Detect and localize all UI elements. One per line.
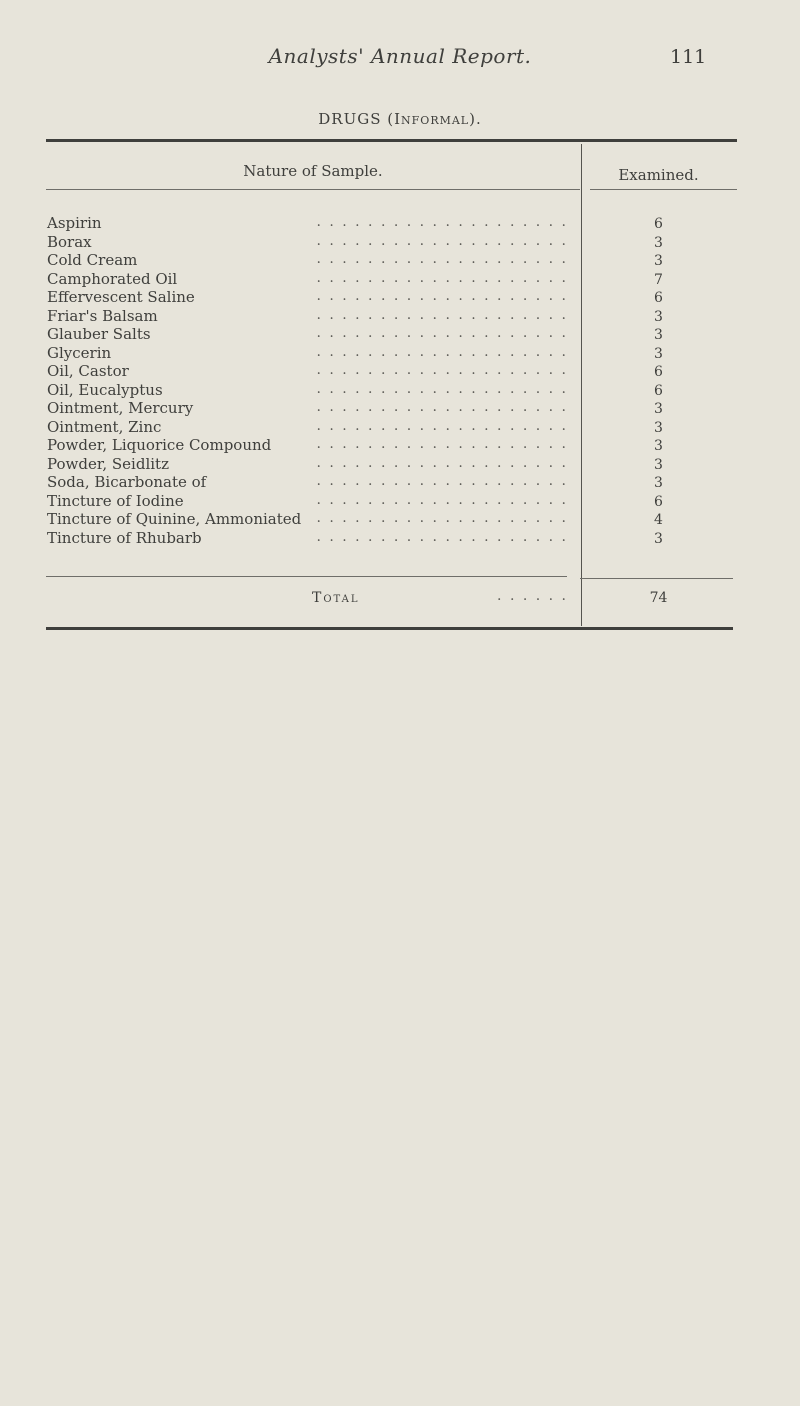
dot-leader: . . . . . . . . . . . . . . . . . . . .	[316, 491, 568, 508]
total-label: Total	[312, 590, 360, 606]
table-row	[0, 492, 800, 511]
sample-name: Oil, Eucalyptus	[47, 381, 167, 399]
table-row	[0, 362, 800, 381]
examined-count: 3	[654, 253, 663, 269]
examined-count: 6	[654, 216, 663, 232]
table-row	[0, 473, 800, 492]
sample-name: Ointment, Zinc	[47, 418, 165, 436]
table-row	[0, 344, 800, 363]
examined-count: 3	[654, 475, 663, 491]
table-row	[0, 418, 800, 437]
dot-leader: . . . . . . . . . . . . . . . . . . . .	[316, 528, 568, 545]
total-rule-right	[580, 578, 733, 579]
examined-count: 6	[654, 364, 663, 380]
table-row	[0, 233, 800, 252]
dot-leader: . . . . . . . . . . . . . . . . . . . .	[316, 343, 568, 360]
sample-name: Effervescent Saline	[47, 288, 199, 306]
dot-leader: . . . . . . . . . . . . . . . . . . . .	[316, 436, 568, 452]
examined-count: 7	[654, 271, 663, 288]
bottom-rule	[46, 627, 733, 630]
dot-leader: . . . . . . . . . . . . . . . . . . . .	[316, 362, 568, 378]
total-rule-left	[46, 576, 567, 577]
column-header-examined: Examined.	[618, 166, 699, 184]
dot-leader: . . . . . . . . . . . . . . . . . . . .	[316, 288, 568, 304]
examined-count: 3	[654, 308, 663, 325]
sample-name: Borax	[47, 233, 96, 251]
sample-name: Tincture of Quinine, Ammoniated	[47, 510, 305, 528]
table-row	[0, 325, 800, 344]
table-body	[0, 214, 800, 547]
examined-count: 3	[654, 419, 663, 436]
sample-name: Friar's Balsam	[47, 307, 162, 325]
sample-name: Aspirin	[47, 214, 106, 232]
table-row	[0, 307, 800, 326]
examined-count: 3	[654, 438, 663, 454]
table-row	[0, 436, 800, 455]
sample-name: Powder, Seidlitz	[47, 455, 173, 473]
total-leader: . . . . . .	[497, 588, 568, 604]
dot-leader: . . . . . . . . . . . . . . . . . . . .	[316, 473, 568, 489]
examined-count: 3	[654, 345, 663, 362]
dot-leader: . . . . . . . . . . . . . . . . . . . .	[316, 232, 568, 249]
dot-leader: . . . . . . . . . . . . . . . . . . . .	[316, 269, 568, 286]
sample-name: Soda, Bicarbonate of	[47, 473, 210, 491]
total-value: 74	[649, 590, 668, 606]
table-title-qualifier: (Informal).	[387, 110, 482, 128]
dot-leader: . . . . . . . . . . . . . . . . . . . .	[316, 454, 568, 471]
examined-count: 6	[654, 290, 663, 306]
header-rule-left	[46, 189, 580, 190]
running-title: Analysts' Annual Report.	[268, 44, 532, 68]
table-row	[0, 381, 800, 400]
table-row	[0, 288, 800, 307]
sample-name: Ointment, Mercury	[47, 399, 197, 417]
table-row	[0, 510, 800, 529]
table-row	[0, 270, 800, 289]
dot-leader: . . . . . . . . . . . . . . . . . . . .	[316, 510, 568, 526]
examined-count: 3	[654, 530, 663, 547]
sample-name: Glauber Salts	[47, 325, 155, 343]
dot-leader: . . . . . . . . . . . . . . . . . . . .	[316, 306, 568, 323]
dot-leader: . . . . . . . . . . . . . . . . . . . .	[316, 251, 568, 267]
table-row	[0, 214, 800, 233]
dot-leader: . . . . . . . . . . . . . . . . . . . .	[316, 417, 568, 434]
examined-count: 6	[654, 493, 663, 510]
examined-count: 3	[654, 456, 663, 473]
examined-count: 3	[654, 327, 663, 343]
examined-count: 6	[654, 382, 663, 399]
table-row	[0, 399, 800, 418]
table-row	[0, 251, 800, 270]
sample-name: Tincture of Iodine	[47, 492, 188, 510]
table-row	[0, 455, 800, 474]
examined-count: 3	[654, 401, 663, 417]
sample-name: Cold Cream	[47, 251, 141, 269]
sample-name: Glycerin	[47, 344, 115, 362]
column-header-nature: Nature of Sample.	[243, 162, 383, 180]
examined-count: 3	[654, 234, 663, 251]
dot-leader: . . . . . . . . . . . . . . . . . . . .	[316, 380, 568, 397]
dot-leader: . . . . . . . . . . . . . . . . . . . .	[316, 399, 568, 415]
sample-name: Oil, Castor	[47, 362, 133, 380]
table-title	[0, 110, 800, 128]
dot-leader: . . . . . . . . . . . . . . . . . . . .	[316, 214, 568, 230]
table-title-main: DRUGS	[318, 110, 382, 128]
sample-name: Tincture of Rhubarb	[47, 529, 206, 547]
dot-leader: . . . . . . . . . . . . . . . . . . . .	[316, 325, 568, 341]
page-number: 111	[670, 46, 707, 68]
examined-count: 4	[654, 512, 663, 528]
table-row	[0, 529, 800, 548]
sample-name: Powder, Liquorice Compound	[47, 436, 275, 454]
header-rule-right	[590, 189, 737, 190]
sample-name: Camphorated Oil	[47, 270, 181, 288]
top-rule	[46, 139, 737, 142]
